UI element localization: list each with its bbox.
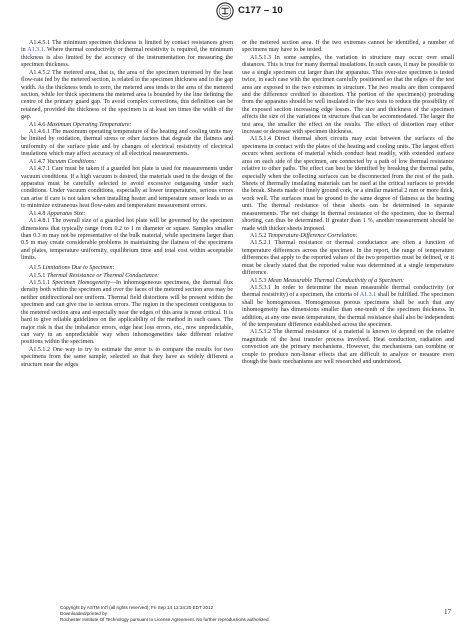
body-text: A1.5.1.4 Direct thermal short circuits may exist between the surfaces of the specimens in contact with the plates of the heating and cooling units. The largest effect occurs when sections of material which conduct heat readily, with extended surface area on each side of the specimen, are connected by a path of low thermal resistance relative to other paths. The effect can best be identified by breaking the thermal paths, especially when the collecting surfaces can be disconnected from the rest of the path. Sheets of thermally insulating materials can be used at the critical surfaces to provide the break. Sheets made of finely ground cork, or a similar material 2 mm or more thick, work well. The surfaces must be ground to the same degree of flatness as the heating unit. The thermal resistance of these sheets can be determined in separate measurements. The net change in thermal resistance of the specimen, due to thermal shorting, can thus be determined. If greater than 1 %, another measurement should be made with thicker sheets imposed. (242, 136, 454, 232)
body-text: A1.4.6 (29, 121, 47, 128)
paragraph-a1-4-6 (21, 122, 233, 129)
paragraph-a1-5-3-2 (242, 329, 454, 366)
section-heading: Mean Measurable Thermal Conductivity of a Specimen: (267, 277, 405, 284)
body-text: A1.4.7.1 Care must be taken if a guarded hot plate is used for measurements under vacuum conditions. If a high vacuum is desired, the materials used in the design of the apparatus must be carefully selected to avoid excessive outgassing under such conditions. Under vacuum conditions, especially at lower temperatures, serious errors can arise if care is not taken when installing heater and temperature sensor leads so as to minimize extraneous heat flow-rates and temperature measurement errors. (21, 166, 233, 210)
footer-copyright-line: Copyright by ASTM Int'l (all rights reserved); Fri Sep 14 12:34:20 EDT 2012 (60, 605, 214, 610)
paragraph-a1-5 (21, 265, 233, 272)
body-text: A1.4.8 (29, 210, 47, 217)
left-text-column (21, 40, 233, 369)
body-text: A1.5.1.3 In some samples, the variation in structure may occur over small distances. This is true for many thermal insulations. In such cases, it may be possible to use a single specimen cut larger than the apparatus. This over-size specimen is tested twice, in each case with the specimen carefully positioned so that the edges of the test area are exposed to the two extremes in structure. The two results are then compared and the difference credited to distortion. The portion of the specimen(s) protruding from the apparatus should be well insulated in the two tests to reduce the possibility of the exposed section increasing edge losses. The size and thickness of the specimen affects the size of the variations in structure that can be accommodated. The larger the test area, the smaller the effect on the results. The effect of distortion may either increase or decrease with specimen thickness. (242, 54, 454, 136)
paragraph-a1-4-7-1 (21, 166, 233, 211)
body-text: —In inhomogeneous specimens, the thermal flux density both within the specimen and over the faces of the metered section area may be neither unidirectional nor uniform. Thermal field distortions will be present within the specimen and can give rise to serious errors. The region in the specimen contiguous to the metered section area and especially near the edges of this area is most critical. It is hard to give reliable guidelines on the applicability of the method in such cases. The major risk is that the imbalance errors, edge heat loss errors, etc., now unpredictable, can vary in an unpredictable way when inhomogeneities take different relative positions within the specimen. (21, 280, 234, 346)
body-text: A1.5.3.1 In order to determine the mean measurable thermal conductivity (or thermal resistivity) of a specimen, the criteria of (242, 284, 454, 299)
paragraph-a1-4-8 (21, 211, 233, 218)
cross-reference-link[interactable]: A1.3.1 (27, 47, 44, 54)
section-heading: Thermal Resistance or Thermal Conductance: (46, 272, 160, 279)
paragraph-cont (242, 40, 454, 55)
body-text: . Where thermal conductivity or thermal resistivity is required, the minimum thickness is also limited by the accuracy of the instrumentation for measuring the specimen thickness. (21, 47, 233, 69)
section-heading: Maximum Operating Temperature: (46, 121, 132, 128)
paragraph-a1-5-3-1 (242, 285, 454, 330)
page-number: 17 (444, 608, 451, 616)
section-heading: Vacuum Conditions: (46, 158, 97, 165)
body-text: A1.4.8.1 The overall size of a guarded hot plate will be governed by the specimen dimensions that typically range from 0.2 to 1 m diameter or square. Samples smaller than 0.3 m may not be representative of the bulk material, while specimens larger than 0.5 m may create considerable problems in maintaining the flatness of the specimens and plates, temperature uniformity, equilibrium time and total cost within acceptable limits. (21, 218, 233, 262)
paragraph-a1-5-1-2 (21, 347, 233, 369)
footer-download-line: Downloaded/printed by (60, 611, 107, 617)
page-header (0, 0, 474, 24)
body-text: A1.5.1.2 One way to try to estimate the error is to compare the results for two specimens from the same sample, selected so that they have as widely different a structure near the edges (21, 346, 233, 368)
body-text: A1.5.2.1 Thermal resistance or thermal conductance are often a function of temperature differences across the specimen. In the report, the range of temperature differences that apply to the reported values of the two properties must be defined, or it must be clearly stated that the reported value was determined at a single temperature difference. (242, 240, 454, 277)
paragraph-a1-4-8-1 (21, 218, 233, 263)
body-text: A1.4.7 (29, 158, 47, 165)
paragraph-a1-4-5-2 (21, 70, 233, 122)
astm-logo-icon (216, 2, 234, 20)
body-text: or the metered section area. If the two extremes cannot be identified, a number of specimens may have to be tested. (242, 40, 454, 54)
body-text: A1.5.3 (250, 277, 268, 284)
footer-license-line: Rochester Institute Of Technology pursuant to License Agreement. No further reproductions authorized. (60, 617, 270, 623)
paragraph-a1-4-5-1 (21, 40, 233, 70)
paragraph-a1-4-6-1 (21, 129, 233, 159)
paragraph-a1-5-1-4 (242, 136, 454, 232)
paragraph-a1-5-1 (21, 273, 233, 280)
section-heading: Temperature-Difference Correlation: (267, 232, 358, 239)
section-heading: Apparatus Size: (46, 210, 86, 217)
cross-reference-link[interactable]: A1.3.1 (359, 292, 377, 299)
body-text: A1.4.5.2 The metered area, that is, the area of the specimen traversed by the heat flow-rate fed by the metered section, is related to the specimen thickness and to the gap width. As the thickness tends to zero, the metered area tends to the area of the metered section, while for thick specimens the metered area is bounded by the line defining the centre of the primary guard gap. To avoid complex corrections, this definition can be retained, provided the thickness of the specimen is at least ten times the width of the gap. (21, 69, 233, 121)
body-text: A1.5.1.1 (29, 280, 53, 286)
body-text: A1.4.5.1 The minimum specimen thickness is limited by contact resistances given in (21, 40, 233, 54)
copyright-footer (60, 605, 420, 624)
body-text: A1.5 (29, 265, 43, 272)
document-designation: C177 – 10 (238, 5, 283, 16)
paragraph-a1-5-2-1 (242, 240, 454, 277)
section-heading: Specimen Homogeneity (52, 280, 110, 286)
section-heading: Limitations Due to Specimen: (42, 265, 115, 272)
paragraph-a1-5-1-3 (242, 55, 454, 137)
body-text: A1.5.2 (250, 232, 268, 239)
body-text: A1.5.3.2 The thermal resistance of a material is known to depend on the relative magnitude of the heat transfer process involved. Heat conduction, radiation and convection are the primary mechanisms. However, the mechanisms can combine or couple to produce non-linear effects that are difficult to analyze or measure even though the basic mechanisms are well researched and understood. (242, 329, 454, 366)
right-text-column (242, 40, 454, 367)
paragraph-a1-5-3 (242, 278, 454, 285)
body-text: shall be fulfilled. The specimen shall be homogeneous. Homogeneous porous specimens shall be such that any inhomogeneity has dimensions smaller than one-tenth of the specimen thickness. In addition, at any one mean temperature, the thermal resistance shall also be independent of the temperature difference established across the specimen. (242, 292, 454, 329)
body-text: A1.5.1 (29, 272, 47, 279)
paragraph-a1-5-1-1 (21, 280, 233, 347)
body-text: A1.4.6.1 The maximum operating temperature of the heating and cooling units may be limited by oxidation, thermal stress or other factors that degrade the flatness and uniformity of the surface plate and by changes of electrical resistivity of electrical insulations which may affect accuracy of all electrical measurements. (21, 129, 233, 158)
